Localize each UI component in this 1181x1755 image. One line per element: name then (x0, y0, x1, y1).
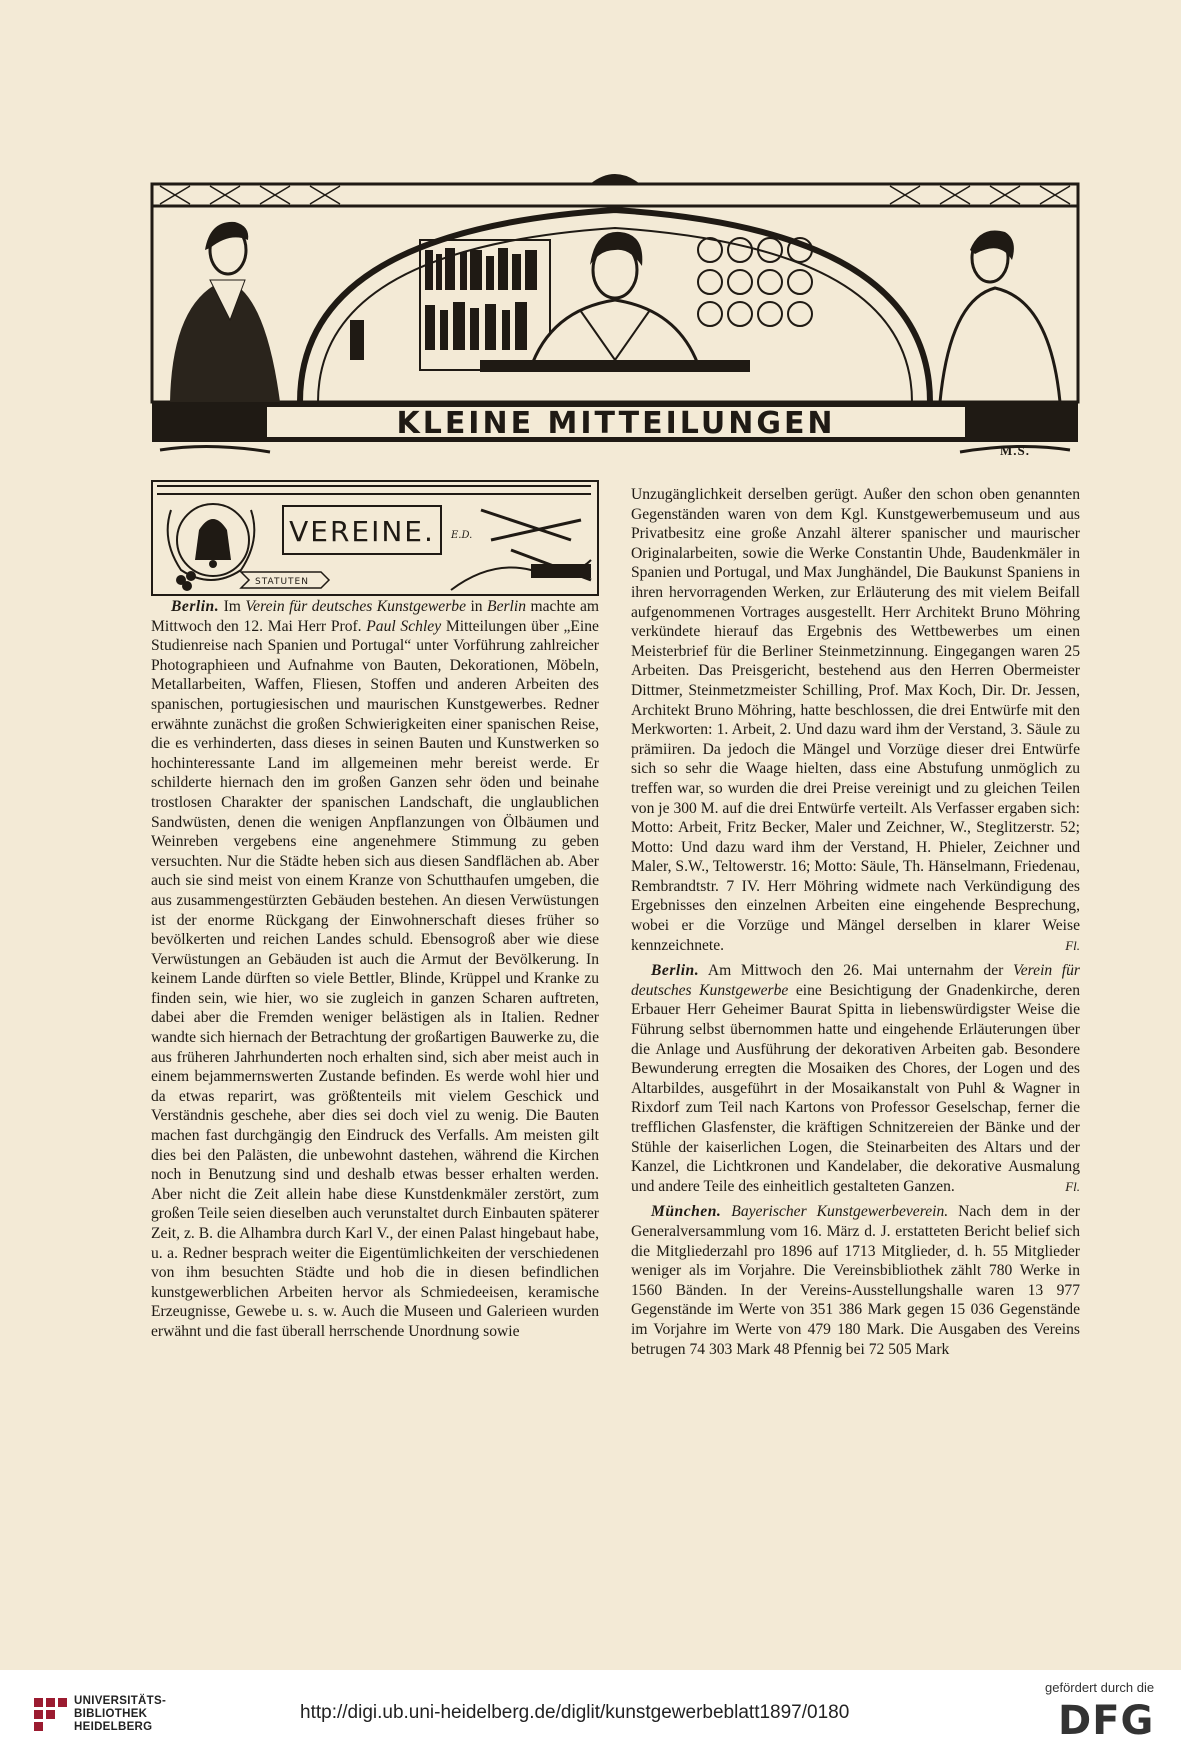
section-signature: E.D. (451, 530, 473, 541)
text-span: Mitteilungen über „Eine Studienreise nach Spanien und Portugal“ unter Vorführung zahlreicher Photographieen und Aufnahme von Bauten, Dekorationen, Möbeln, Metallarbeiten, Waffen, Fliesen, Stoffen und anderen Arbeiten des spanischen, portugiesischen und maurischen Kunstgewerbes. Redner erwähnte zunächst die großen Schwierigkeiten einer spanischen Reise, die es verhinderten, dass dieses in seinen Bauten und Kunstwerken so hochinteressante Land im allgemeinen mehr bereist werde. Er schilderte hiernach den im großen Ganzen sehr öden und beinahe trostlosen Charakter der spanischen Landschaft, die unglaublichen Sandwüsten, denen die wenigen Anpflanzungen von Ölbäumen und Weinreben vergebens eine angenehmere Stimmung zu geben versuchten. Nur die Städte heben sich aus diesen Sandflächen ab. Aber auch sie sind meist von einem Kranze von Schutthaufen umgeben, die aus zusammengestürzten Gebäuden bestehen. An diesen Verwüstungen ist der enorme Rückgang der Einwohnerschaft dieses früher so bevölkerten und reichen Landes schuld. Ebensogroß aber wie diese Verwüstungen an Gebäuden ist auch die Armut der Bevölkerung. In keinem Lande dürften so viele Bettler, Blinde, Krüppel und Kranke zu finden sein, wie hier, wo sie zugleich in ganzen Scharen auftreten, dabei aber die Fremden weniger belästigen als in Italien. Redner wandte sich hiernach der Betrachtung der großartigen Bauwerke zu, die aus früheren Jahrhunderten noch erhalten sind, sich aber meist auch in einem bejammernswerten Zustande befinden. Es werde wohl hier und da etwas reparirt, was größtenteils mit vielem Geschick und Verständnis geschehe, aber dies sei doch viel zu wenig. Die Bauten machen fast durchgängig den Eindruck des Verfalls. Am meisten gilt dies bei den Palästen, die unbewohnt dastehen, während die Kirchen noch in Benutzung sind und deshalb etwas besser erhalten werden. Aber nicht die Zeit allein habe diese Kunstdenkmäler zerstört, zum großen Teile seien dieselben auch verunstaltet durch Einbauten späterer Zeit, z. B. die Alhambra durch Karl V., der einen Palast hingebaut habe, u. a. Redner besprach weiter die Eigentümlichkeiten der verschiedenen von ihm besuchten Städte und hob die in diesen befindlichen kunstgewerblichen Arbeiten hervor als Schmiedeeisen, keramische Erzeugnisse, Gewebe u. s. w. Auch die Museen und Galerieen wurden erwähnt und die fast überall herrschende Unordnung sowie (151, 617, 599, 1340)
section-ribbon: STATUTEN (255, 577, 309, 587)
text-span: in (466, 598, 488, 615)
emphasis-span: Berlin (487, 598, 527, 615)
paragraph-berlin-2 (631, 961, 1080, 1196)
paragraph-continuation (631, 485, 1080, 955)
emphasis-span: Bayerischer Kunstgewerbeverein. (721, 1203, 949, 1221)
header-banner-illustration (150, 170, 1080, 460)
section-header-vereine (151, 480, 599, 596)
library-name-line: UNIVERSITÄTS- (74, 1695, 167, 1707)
paragraph-lead: Berlin. (171, 598, 220, 615)
section-title: VEREINE. (289, 515, 435, 548)
library-name (74, 1695, 166, 1734)
permalink-url[interactable]: http://digi.ub.uni-heidelberg.de/diglit/kunstgewerbeblatt1897/0180 (300, 1702, 850, 1723)
funder-label: gefördert durch die (1045, 1680, 1155, 1695)
emphasis-span: Verein für deutsches Kunstgewerbe (245, 598, 467, 615)
banner-signature: M.S. (1000, 443, 1030, 458)
signature: Fl. (1065, 937, 1080, 953)
university-library-logo-icon (34, 1698, 68, 1732)
text-span: Im (219, 598, 246, 615)
text-span: Unzugänglichkeit derselben gerügt. Außer den schon oben genannten Gegenständen waren von dem Kgl. Kunstgewerbemuseum und aus Privatbesitz eine große Anzahl älterer spanischer und maurischer Originalarbeiten, sowie die Werke Constantin Uhde, Baudenkmäler in Spanien und Portugal, und Max Junghändel, Die Baukunst Spaniens in ihren hervorragenden Werken, zur Erläuterung des mit vielem Beifall aufgenommenen Vortrages ausgestellt. Herr Architekt Bruno Möhring verkündete hierauf das Ergebnis des Wettbewerbes um einen Meisterbrief für die Berliner Steinmetzinnung. Eingegangen waren 25 Arbeiten. Das Preisgericht, bestehend aus den Herren Obermeister Dittmer, Steinmetzmeister Schilling, Prof. Max Koch, Dir. Dr. Jessen, Architekt Bruno Möhring, hatte beschlossen, die drei Entwürfe mit den Merkworten: 1. Arbeit, 2. Und dazu ward ihm der Verstand, 3. Säule zu prämiiren. Da jedoch die Mängel und Vorzüge dieser drei Entwürfe sich so sehr die Waage hielten, dass eine Abstufung unmöglich zu treffen war, so wurden die drei Preise vereinigt und zu gleichen Teilen von je 300 M. auf die drei Entwürfe verteilt. Als Verfasser ergaben sich: Motto: Arbeit, Fritz Becker, Maler und Zeichner, W., Steglitzerstr. 52; Motto: Und dazu ward ihm der Verstand, H. Phieler, Zeichner und Maler, S.W., Teltowerstr. 16; Motto: Säule, Th. Hänselmann, Friedenau, Rembrandtstr. 7 IV. Herr Möhring widmete nach Verkündigung des Ergebnisses den einzelnen Arbeiten eine eingehende Besprechung, wobei er die Vorzüge und Mängel derselben in klarer Weise kennzeichnete. (631, 486, 1080, 954)
signature: Fl. (1065, 1178, 1080, 1194)
emphasis-span: Paul Schley (366, 617, 442, 635)
digitization-footer (0, 1670, 1181, 1755)
text-span: eine Besichtigung der Gnadenkirche, deren Erbauer Herr Geheimer Baurat Spitta in liebenswürdigster Weise die Führung selbst übernommen hatte und eingehende Erläuterungen über die Anlage und Ausführung der dekorativen Arbeiten gab. Besondere Bewunderung erregten die Mosaiken des Chores, der Logen und des Altarbildes, ausgeführt in der Mosaikanstalt von Puhl & Wagner in Rixdorf zum Teil nach Kartons von Professor Geselschap, ferner die trefflichen Glasfenster, die kräftigen Schnitzereien der Bänke und der Stühle der kaiserlichen Logen, die Steinarbeiten des Altars und der Kanzel, die Lichtkronen und Kandelaber, die dekorative Ausmalung und andere Teile des einheitlich gestalteten Ganzen. (631, 981, 1080, 1195)
text-span: machte am Mittwoch den 12. Mai Herr Prof. (151, 598, 599, 635)
paragraph-lead: Berlin. (651, 962, 700, 980)
text-span: Nach dem in der Generalversammlung vom 16. März d. J. erstatteten Bericht belief sich die Mitgliederzahl pro 1896 auf 1713 Mitglieder, d. h. 55 Mitglieder weniger als im Vorjahre. Die Vereinsbibliothek zählt 780 Werke in 1560 Bänden. In der Vereins-Ausstellungshalle waren 13 977 Gegenstände im Werte von 351 386 Mark gegen 15 036 Gegenstände im Vorjahre im Werte von 479 180 Mark. Die Ausgaben des Vereins betrugen 74 303 Mark 48 Pfennig bei 72 505 Mark (631, 1203, 1080, 1358)
banner-title: KLEINE MITTEILUNGEN (396, 406, 836, 441)
text-span: Am Mittwoch den 26. Mai unternahm der (699, 962, 1013, 980)
library-name-line: HEIDELBERG (74, 1721, 153, 1733)
dfg-logo: DFG (1058, 1698, 1155, 1744)
paragraph-lead: München. (651, 1203, 722, 1221)
paragraph-berlin-1 (151, 597, 599, 1342)
library-name-line: BIBLIOTHEK (74, 1708, 148, 1720)
emphasis-span: Verein für deutsches Kunstgewerbe (631, 962, 1081, 999)
left-text-column (151, 597, 599, 1348)
paragraph-muenchen (631, 1202, 1080, 1359)
right-text-column (631, 485, 1080, 1365)
